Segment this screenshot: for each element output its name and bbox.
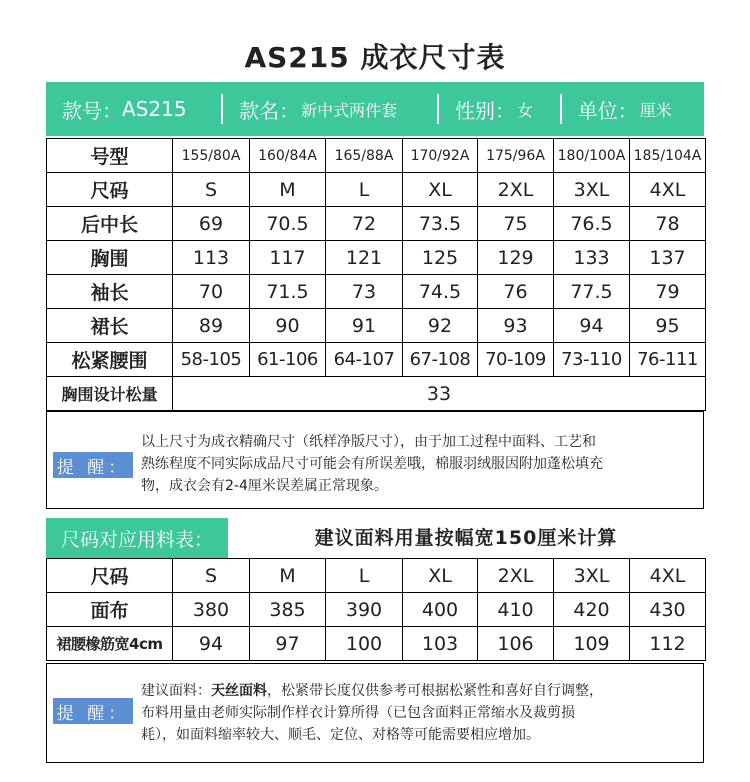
table-cell: 103	[403, 627, 478, 661]
table-cell: 93	[478, 309, 554, 343]
table-cell: 137	[630, 241, 706, 275]
table-cell: 121	[326, 241, 403, 275]
fabric-section-label: 尺码对应用料表：	[46, 518, 228, 558]
reminder-text	[141, 431, 701, 497]
table-cell: 175/96A	[478, 139, 554, 173]
row-label: 袖长	[47, 275, 173, 309]
table-cell: 112	[630, 627, 706, 661]
reminder-box	[46, 411, 704, 509]
fabric-reminder-line: 耗），如面料缩率较大、顺毛、定位、对格等可能需要相应增加。	[141, 727, 540, 743]
reminder-line: 以上尺寸为成衣精确尺寸（纸样净版尺寸），由于加工过程中面料、工艺和	[141, 434, 596, 450]
ease-label: 胸围设计松量	[47, 377, 173, 411]
table-cell: 430	[630, 593, 706, 627]
row-label: 号型	[47, 139, 173, 173]
table-cell: XL	[403, 559, 478, 593]
table-row	[47, 593, 706, 627]
table-cell: 64-107	[326, 343, 403, 377]
table-cell: 390	[326, 593, 403, 627]
fabric-reminder-text	[141, 680, 701, 746]
page-title: AS215 成衣尺寸表	[244, 41, 506, 74]
fabric-reminder-line: 布料用量由老师实际制作样衣计算所得（已包含面料正常缩水及裁剪损	[141, 705, 575, 721]
table-cell: 125	[403, 241, 478, 275]
table-cell: M	[250, 559, 326, 593]
table-row	[47, 343, 706, 377]
table-cell: 70-109	[478, 343, 554, 377]
table-cell: 67-108	[403, 343, 478, 377]
reminder-line: 熟练程度不同实际成品尺寸可能会有所误差哦，棉服羽绒服因附加蓬松填充	[141, 456, 603, 472]
table-cell: 420	[554, 593, 630, 627]
table-cell: 95	[630, 309, 706, 343]
table-cell: 91	[326, 309, 403, 343]
table-cell: 71.5	[250, 275, 326, 309]
table-row	[47, 173, 706, 207]
table-row	[47, 207, 706, 241]
row-label: 裙长	[47, 309, 173, 343]
table-cell: M	[250, 173, 326, 207]
table-cell: 3XL	[554, 173, 630, 207]
table-cell: 78	[630, 207, 706, 241]
unit-value: 厘米	[639, 100, 672, 120]
item-number	[46, 82, 221, 136]
table-cell: 385	[250, 593, 326, 627]
unit	[562, 82, 704, 136]
table-cell: S	[173, 559, 250, 593]
table-row	[47, 275, 706, 309]
item-number-key: 款号：	[62, 98, 122, 123]
table-cell: 79	[630, 275, 706, 309]
table-cell: 69	[173, 207, 250, 241]
table-cell: 94	[173, 627, 250, 661]
table-row	[47, 309, 706, 343]
row-label: 胸围	[47, 241, 173, 275]
unit-key: 单位：	[577, 98, 638, 123]
table-cell: 97	[250, 627, 326, 661]
item-name-value: 新中式两件套	[301, 100, 398, 120]
table-cell: 129	[478, 241, 554, 275]
table-cell: 400	[403, 593, 478, 627]
table-cell: 73.5	[403, 207, 478, 241]
table-cell: L	[326, 559, 403, 593]
row-label: 松紧腰围	[47, 343, 173, 377]
table-cell: 73	[326, 275, 403, 309]
table-cell: 4XL	[630, 559, 706, 593]
table-row	[47, 241, 706, 275]
table-cell: 165/88A	[326, 139, 403, 173]
table-cell: 113	[173, 241, 250, 275]
table-cell: 72	[326, 207, 403, 241]
fabric-reminder-line	[141, 680, 701, 702]
size-table	[46, 138, 706, 411]
table-cell: 170/92A	[403, 139, 478, 173]
fabric-reminder-badge: 提 醒：	[53, 698, 133, 724]
fabric-reminder-box	[46, 663, 704, 763]
table-cell: 70	[173, 275, 250, 309]
table-cell: S	[173, 173, 250, 207]
table-cell: L	[326, 173, 403, 207]
item-name-key: 款名：	[239, 98, 300, 123]
table-cell: 109	[554, 627, 630, 661]
fabric-table	[46, 558, 706, 661]
fabric-reminder-suffix: ，松紧带长度仅供参考可根据松紧性和喜好自行调整，	[267, 683, 603, 699]
table-cell: 100	[326, 627, 403, 661]
table-cell: 133	[554, 241, 630, 275]
table-cell: 106	[478, 627, 554, 661]
table-cell: 70.5	[250, 207, 326, 241]
reminder-line: 物，成衣会有2-4厘米误差属正常现象。	[141, 478, 388, 494]
table-cell: 58-105	[173, 343, 250, 377]
fabric-recommendation: 天丝面料	[211, 683, 267, 699]
table-cell: 3XL	[554, 559, 630, 593]
table-cell: 76.5	[554, 207, 630, 241]
table-cell: 410	[478, 593, 554, 627]
row-label: 后中长	[47, 207, 173, 241]
row-label: 尺码	[47, 173, 173, 207]
fabric-reminder-prefix: 建议面料：	[141, 683, 211, 699]
table-cell: 74.5	[403, 275, 478, 309]
table-cell: 76-111	[630, 343, 706, 377]
row-label: 面布	[47, 593, 173, 627]
table-cell: 75	[478, 207, 554, 241]
table-cell: 90	[250, 309, 326, 343]
gender-key: 性别：	[455, 98, 516, 123]
row-label: 尺码	[47, 559, 173, 593]
item-number-value: AS215	[122, 97, 187, 121]
item-name	[223, 82, 437, 136]
table-cell: 2XL	[478, 173, 554, 207]
table-cell: 185/104A	[630, 139, 706, 173]
row-label: 裙腰橡筋宽4cm	[47, 627, 173, 661]
reminder-badge: 提 醒：	[53, 452, 133, 478]
table-cell: 380	[173, 593, 250, 627]
table-cell: 73-110	[554, 343, 630, 377]
table-cell: 180/100A	[554, 139, 630, 173]
table-cell: 4XL	[630, 173, 706, 207]
table-cell: 155/80A	[173, 139, 250, 173]
table-cell: 94	[554, 309, 630, 343]
table-cell: 76	[478, 275, 554, 309]
table-cell: 61-106	[250, 343, 326, 377]
table-cell: 117	[250, 241, 326, 275]
table-cell: 77.5	[554, 275, 630, 309]
product-info-bar	[46, 82, 704, 136]
table-row	[47, 627, 706, 661]
table-row	[47, 559, 706, 593]
table-cell: 89	[173, 309, 250, 343]
table-row	[47, 139, 706, 173]
table-cell: XL	[403, 173, 478, 207]
table-cell: 92	[403, 309, 478, 343]
table-cell: 160/84A	[250, 139, 326, 173]
table-cell: 2XL	[478, 559, 554, 593]
gender	[439, 82, 560, 136]
fabric-width-note: 建议面料用量按幅宽150厘米计算	[314, 527, 618, 549]
gender-value: 女	[517, 100, 534, 120]
ease-value: 33	[173, 377, 706, 411]
